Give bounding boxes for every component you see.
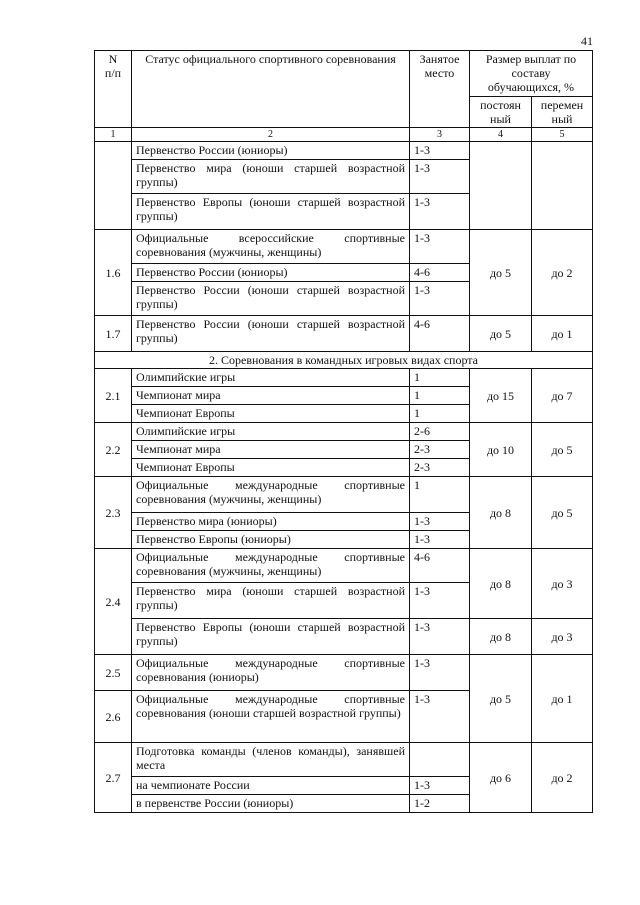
row-var <box>532 142 593 230</box>
index-cell: 4 <box>470 128 532 142</box>
row-var: до 2 <box>532 743 593 813</box>
row-place: 1-3 <box>410 194 470 230</box>
row-var: до 7 <box>532 369 593 423</box>
row-title: Официальные международные спортивные соревнования (юноши старшей возрастной группы) <box>132 691 410 743</box>
row-title: Официальные всероссийские спортивные соревнования (мужчины, женщины) <box>132 230 410 264</box>
row-place: 1-3 <box>410 583 470 619</box>
row-var: до 2 <box>532 230 593 316</box>
table-row <box>95 423 593 441</box>
row-title: в первенстве России (юниоры) <box>132 795 410 813</box>
row-title: Чемпионат Европы <box>132 405 410 423</box>
row-place: 1-3 <box>410 619 470 655</box>
table-row <box>95 619 593 655</box>
index-cell: 3 <box>410 128 470 142</box>
row-place: 1-3 <box>410 160 470 194</box>
row-const: до 5 <box>470 655 532 743</box>
row-number: 1.7 <box>95 316 132 352</box>
row-const: до 6 <box>470 743 532 813</box>
row-title: Официальные международные спортивные соревнования (мужчины, женщины) <box>132 477 410 513</box>
row-title: на чемпионате России <box>132 777 410 795</box>
row-const: до 8 <box>470 619 532 655</box>
row-title: Подготовка команды (членов команды), занявшей места <box>132 743 410 777</box>
row-const: до 8 <box>470 477 532 549</box>
row-place: 1 <box>410 369 470 387</box>
row-place: 1-3 <box>410 513 470 531</box>
row-const: до 5 <box>470 316 532 352</box>
row-const: до 8 <box>470 549 532 619</box>
row-place: 1 <box>410 387 470 405</box>
row-var: до 5 <box>532 423 593 477</box>
row-place: 2-6 <box>410 423 470 441</box>
table-row <box>95 369 593 387</box>
row-place: 1 <box>410 405 470 423</box>
row-place: 1-2 <box>410 795 470 813</box>
row-var: до 3 <box>532 619 593 655</box>
row-number: 2.2 <box>95 423 132 477</box>
header-num: N п/п <box>95 51 132 128</box>
row-place: 1-3 <box>410 777 470 795</box>
row-title: Чемпионат мира <box>132 387 410 405</box>
row-place: 4-6 <box>410 316 470 352</box>
row-place: 4-6 <box>410 264 470 282</box>
index-cell: 5 <box>532 128 593 142</box>
header-const: постоян ный <box>470 97 532 128</box>
row-number: 2.4 <box>95 549 132 655</box>
row-title: Первенство мира (юноши старшей возрастной группы) <box>132 160 410 194</box>
row-var: до 1 <box>532 316 593 352</box>
row-title: Олимпийские игры <box>132 369 410 387</box>
row-number <box>95 142 132 230</box>
row-number: 2.5 <box>95 655 132 691</box>
row-place: 1 <box>410 477 470 513</box>
row-place: 1-3 <box>410 230 470 264</box>
row-title: Чемпионат мира <box>132 441 410 459</box>
row-title: Первенство Европы (юниоры) <box>132 531 410 549</box>
section-title: 2. Соревнования в командных игровых видах спорта <box>95 352 593 369</box>
header-var: перемен ный <box>532 97 593 128</box>
index-cell: 1 <box>95 128 132 142</box>
row-title: Первенство Европы (юноши старшей возрастной группы) <box>132 194 410 230</box>
table-row <box>95 743 593 777</box>
row-number: 1.6 <box>95 230 132 316</box>
row-title: Первенство России (юноши старшей возрастной группы) <box>132 316 410 352</box>
row-var: до 3 <box>532 549 593 619</box>
header-status: Статус официального спортивного соревнования <box>132 51 410 128</box>
row-number: 2.7 <box>95 743 132 813</box>
row-var: до 5 <box>532 477 593 549</box>
row-title: Олимпийские игры <box>132 423 410 441</box>
row-place <box>410 743 470 777</box>
row-place: 1-3 <box>410 142 470 160</box>
row-title: Первенство России (юниоры) <box>132 142 410 160</box>
row-place: 1-3 <box>410 282 470 316</box>
row-var: до 1 <box>532 655 593 743</box>
table-row <box>95 655 593 691</box>
row-title: Первенство мира (юниоры) <box>132 513 410 531</box>
row-number: 2.6 <box>95 691 132 743</box>
row-place: 1-3 <box>410 655 470 691</box>
row-title: Чемпионат Европы <box>132 459 410 477</box>
payout-table <box>94 50 593 813</box>
row-title: Первенство Европы (юноши старшей возрастной группы) <box>132 619 410 655</box>
row-title: Первенство мира (юноши старшей возрастной группы) <box>132 583 410 619</box>
table-row <box>95 316 593 352</box>
row-title: Официальные международные спортивные соревнования (мужчины, женщины) <box>132 549 410 583</box>
table-row <box>95 549 593 583</box>
section-row <box>95 352 593 369</box>
index-cell: 2 <box>132 128 410 142</box>
table-row <box>95 477 593 513</box>
row-title: Первенство России (юниоры) <box>132 264 410 282</box>
row-number: 2.3 <box>95 477 132 549</box>
header-row <box>95 51 593 97</box>
table-row <box>95 230 593 264</box>
table-row <box>95 142 593 160</box>
row-title: Официальные международные спортивные соревнования (юниоры) <box>132 655 410 691</box>
row-place: 4-6 <box>410 549 470 583</box>
index-row <box>95 128 593 142</box>
row-const: до 15 <box>470 369 532 423</box>
row-title: Первенство России (юноши старшей возрастной группы) <box>132 282 410 316</box>
row-place: 2-3 <box>410 459 470 477</box>
row-place: 2-3 <box>410 441 470 459</box>
header-place: Занятое место <box>410 51 470 128</box>
page-number: 41 <box>581 34 593 48</box>
row-place: 1-3 <box>410 531 470 549</box>
row-number: 2.1 <box>95 369 132 423</box>
row-place: 1-3 <box>410 691 470 743</box>
header-payout: Размер выплат по составу обучающихся, % <box>470 51 593 97</box>
row-const <box>470 142 532 230</box>
row-const: до 10 <box>470 423 532 477</box>
row-const: до 5 <box>470 230 532 316</box>
